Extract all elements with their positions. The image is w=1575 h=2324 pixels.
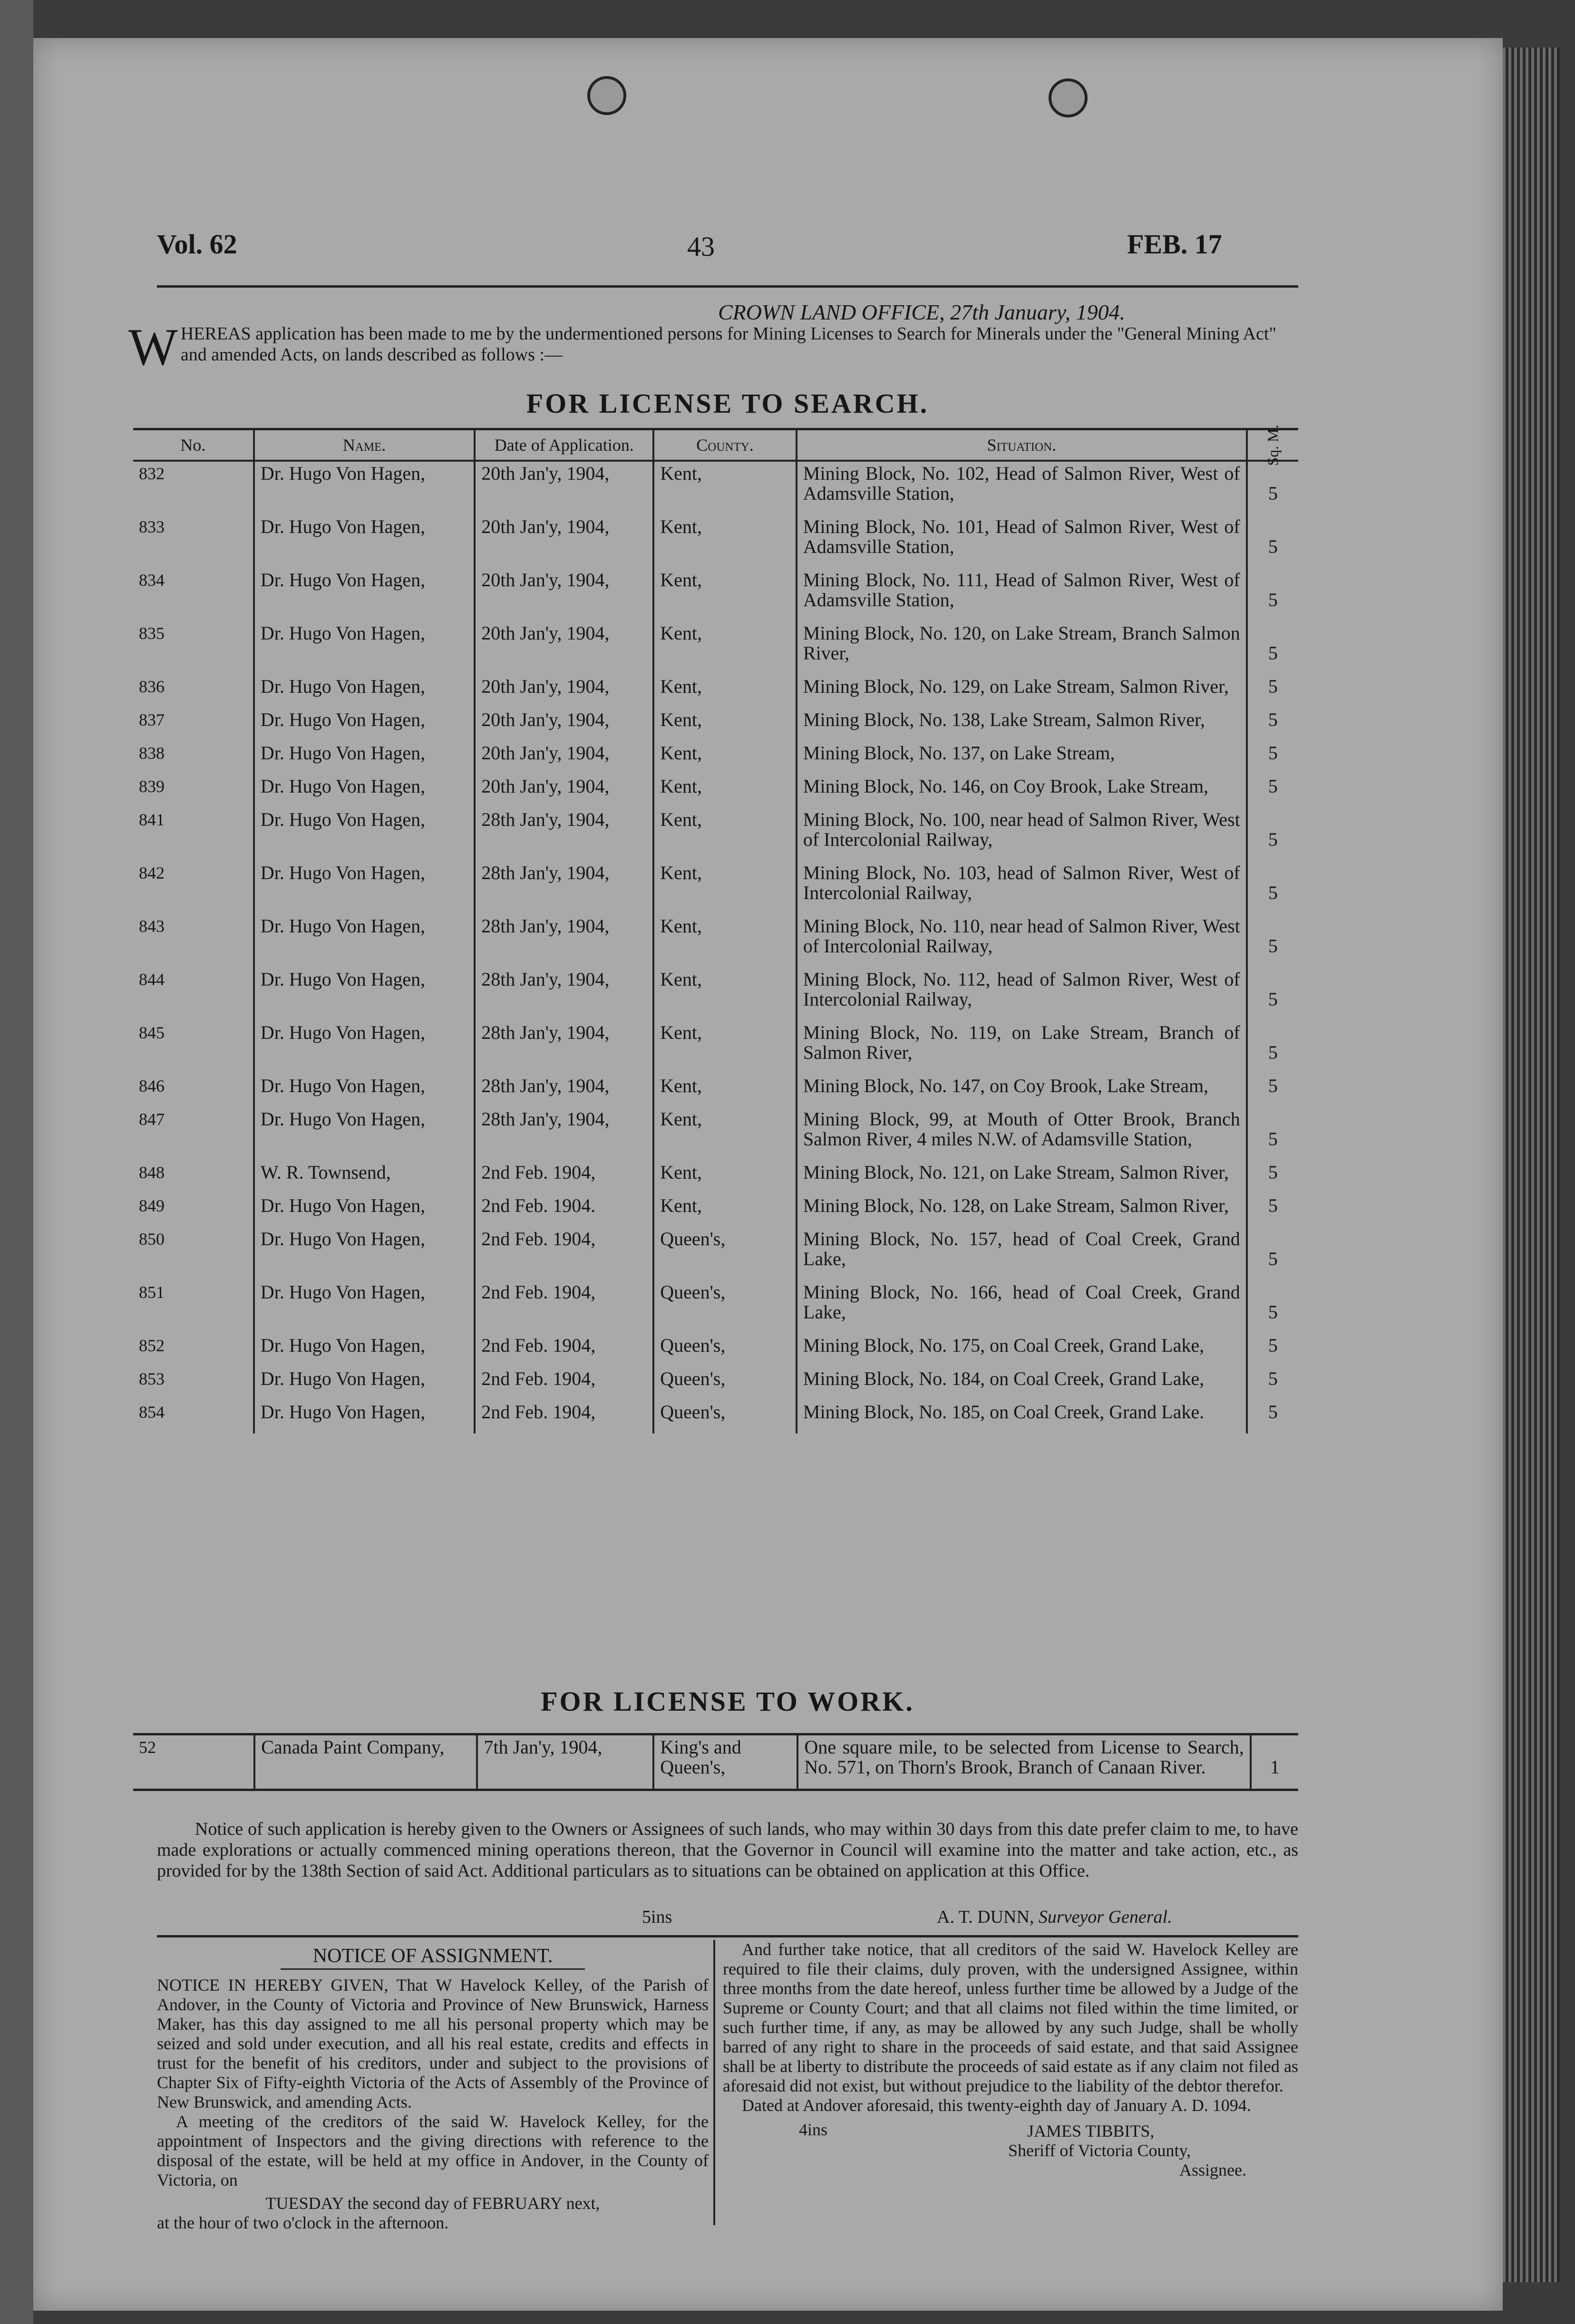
assignment-title: NOTICE OF ASSIGNMENT.: [312, 1945, 553, 1967]
square-miles: 5: [1247, 1280, 1298, 1334]
application-date: 28th Jan'y, 1904,: [475, 1074, 653, 1107]
situation: Mining Block, No. 103, head of Salmon River, West of Intercolonial Railway,: [797, 861, 1247, 914]
table-row: [133, 515, 1298, 568]
assignment-ins: 4ins: [799, 2120, 828, 2139]
table-row: [133, 1367, 1298, 1400]
square-miles: 5: [1247, 568, 1298, 621]
county: Kent,: [653, 1161, 797, 1194]
square-miles: 5: [1247, 1021, 1298, 1074]
intro-text: HEREAS application has been made to me by the undermentioned persons for Mining Licenses to Search for Minerals under the "General Mining Act" and amended Acts, on lands described as follows :—: [180, 324, 1276, 365]
situation: Mining Block, 99, at Mouth of Otter Brook, Branch Salmon River, 4 miles N.W. of Adamsville Station,: [797, 1107, 1247, 1161]
square-miles: 5: [1247, 515, 1298, 568]
col-name-header: Name.: [254, 430, 475, 461]
col-county-header: County.: [653, 430, 797, 461]
square-miles: 5: [1247, 1194, 1298, 1227]
applicant-name: Dr. Hugo Von Hagen,: [254, 461, 475, 515]
application-date: 20th Jan'y, 1904,: [475, 708, 653, 741]
table-row: [133, 808, 1298, 861]
entry-number: 846: [139, 1076, 165, 1095]
table-row: [133, 861, 1298, 914]
situation: Mining Block, No. 111, Head of Salmon River, West of Adamsville Station,: [797, 568, 1247, 621]
situation: Mining Block, No. 120, on Lake Stream, Branch Salmon River,: [797, 621, 1247, 675]
situation: One square mile, to be selected from License to Search, No. 571, on Thorn's Brook, Branch of Canaan River.: [797, 1734, 1250, 1790]
application-date: 20th Jan'y, 1904,: [475, 568, 653, 621]
table-row: [133, 914, 1298, 968]
application-date: 28th Jan'y, 1904,: [475, 808, 653, 861]
entry-number: 833: [139, 517, 165, 536]
entry-number: 848: [139, 1163, 165, 1182]
applicant-name: Dr. Hugo Von Hagen,: [254, 1400, 475, 1433]
applicant-name: Dr. Hugo Von Hagen,: [254, 1280, 475, 1334]
document-page: [33, 38, 1503, 2311]
application-date: 28th Jan'y, 1904,: [475, 861, 653, 914]
applicant-name: Canada Paint Company,: [254, 1734, 477, 1790]
situation: Mining Block, No. 146, on Coy Brook, Lake Stream,: [797, 775, 1247, 808]
square-miles: 5: [1247, 741, 1298, 775]
table-row: [133, 461, 1298, 515]
application-date: 28th Jan'y, 1904,: [475, 1107, 653, 1161]
entry-number: 844: [139, 970, 165, 989]
application-date: 7th Jan'y, 1904,: [477, 1734, 653, 1790]
county: Kent,: [653, 621, 797, 675]
notice-ins: 5ins: [642, 1907, 672, 1927]
notice-rule: [157, 1935, 1298, 1937]
square-miles: 5: [1247, 1227, 1298, 1280]
header-rule: [157, 285, 1298, 288]
county: Queen's,: [653, 1334, 797, 1367]
county: Kent,: [653, 515, 797, 568]
application-date: 2nd Feb. 1904,: [475, 1280, 653, 1334]
county: Kent,: [653, 1107, 797, 1161]
applicant-name: Dr. Hugo Von Hagen,: [254, 741, 475, 775]
situation: Mining Block, No. 112, head of Salmon River, West of Intercolonial Railway,: [797, 968, 1247, 1021]
county: Kent,: [653, 1194, 797, 1227]
applicant-name: Dr. Hugo Von Hagen,: [254, 675, 475, 708]
issue-date: FEB. 17: [1127, 229, 1222, 260]
county: Kent,: [653, 861, 797, 914]
work-section-title: FOR LICENSE TO WORK.: [541, 1686, 914, 1717]
table-row: [133, 621, 1298, 675]
entry-number: 839: [139, 777, 165, 796]
entry-number: 52: [139, 1738, 156, 1757]
county: Kent,: [653, 808, 797, 861]
entry-number: 832: [139, 464, 165, 483]
applicant-name: Dr. Hugo Von Hagen,: [254, 1107, 475, 1161]
square-miles: 5: [1247, 1074, 1298, 1107]
table-header-row: [133, 430, 1298, 461]
square-miles: 5: [1247, 1161, 1298, 1194]
situation: Mining Block, No. 138, Lake Stream, Salmon River,: [797, 708, 1247, 741]
county: Queen's,: [653, 1400, 797, 1433]
square-miles: 5: [1247, 1334, 1298, 1367]
assignment-left-p2: A meeting of the creditors of the said W. Havelock Kelley, for the appointment of Inspectors and the giving directions with reference to the disposal of the estate, will be held at my office in Andover, in the County of Victoria, on: [157, 2112, 709, 2189]
square-miles: 1: [1251, 1734, 1298, 1790]
square-miles: 5: [1247, 621, 1298, 675]
col-situation-header: Situation.: [797, 430, 1247, 461]
situation: Mining Block, No. 137, on Lake Stream,: [797, 741, 1247, 775]
situation: Mining Block, No. 102, Head of Salmon River, West of Adamsville Station,: [797, 461, 1247, 515]
application-date: 2nd Feb. 1904,: [475, 1367, 653, 1400]
table-row: [133, 1107, 1298, 1161]
col-sq-header: [1247, 424, 1298, 466]
applicant-name: Dr. Hugo Von Hagen,: [254, 1367, 475, 1400]
table-row: [133, 968, 1298, 1021]
application-date: 20th Jan'y, 1904,: [475, 775, 653, 808]
applicant-name: Dr. Hugo Von Hagen,: [254, 1227, 475, 1280]
search-table-body: [133, 461, 1298, 1433]
situation: Mining Block, No. 157, head of Coal Creek, Grand Lake,: [797, 1227, 1247, 1280]
table-row: [133, 675, 1298, 708]
application-date: 2nd Feb. 1904,: [475, 1227, 653, 1280]
situation: Mining Block, No. 185, on Coal Creek, Grand Lake.: [797, 1400, 1247, 1433]
situation: Mining Block, No. 184, on Coal Creek, Grand Lake,: [797, 1367, 1247, 1400]
entry-number: 853: [139, 1369, 165, 1388]
county: Kent,: [653, 741, 797, 775]
surveyor-signature: [937, 1907, 1172, 1927]
volume-label: Vol. 62: [157, 229, 237, 260]
county: Kent,: [653, 775, 797, 808]
applicant-name: Dr. Hugo Von Hagen,: [254, 1074, 475, 1107]
situation: Mining Block, No. 119, on Lake Stream, Branch of Salmon River,: [797, 1021, 1247, 1074]
county: Queen's,: [653, 1227, 797, 1280]
county: Kent,: [653, 675, 797, 708]
assignment-right-p1: And further take notice, that all creditors of the said W. Havelock Kelley are required to file their claims, duly proven, with the undersigned Assignee, within three months from the date hereof, unless further time be allowed by a Judge of the Supreme or County Court; and that all claims not filed within the time limited, or such further time, if any, as may be allowed by any such Judge, shall be wholly barred of any right to share in the proceeds of said estate, and that said Assignee shall be at liberty to distribute the proceeds of said estate as if any claim not filed as aforesaid did not exist, but without prejudice to the liability of the debtor therefor.: [723, 1940, 1298, 2095]
table-row: [133, 1334, 1298, 1367]
entry-number: 850: [139, 1230, 165, 1249]
situation: Mining Block, No. 121, on Lake Stream, Salmon River,: [797, 1161, 1247, 1194]
applicant-name: Dr. Hugo Von Hagen,: [254, 968, 475, 1021]
col-date-header: Date of Application.: [475, 430, 653, 461]
applicant-name: Dr. Hugo Von Hagen,: [254, 808, 475, 861]
square-miles: 5: [1247, 1367, 1298, 1400]
county: Kent,: [653, 568, 797, 621]
applicant-name: Dr. Hugo Von Hagen,: [254, 621, 475, 675]
square-miles: 5: [1247, 1400, 1298, 1433]
application-date: 20th Jan'y, 1904,: [475, 621, 653, 675]
situation: Mining Block, No. 128, on Lake Stream, Salmon River,: [797, 1194, 1247, 1227]
entry-number: 837: [139, 710, 165, 729]
applicant-name: Dr. Hugo Von Hagen,: [254, 775, 475, 808]
page-number: 43: [687, 231, 715, 262]
application-date: 20th Jan'y, 1904,: [475, 461, 653, 515]
table-row: [133, 1074, 1298, 1107]
application-date: 2nd Feb. 1904,: [475, 1400, 653, 1433]
application-date: 20th Jan'y, 1904,: [475, 741, 653, 775]
assignment-sig-title: Sheriff of Victoria County,: [1008, 2141, 1191, 2160]
table-row: [133, 568, 1298, 621]
square-miles: 5: [1247, 1107, 1298, 1161]
drop-cap: W: [128, 318, 178, 376]
entry-number: 847: [139, 1110, 165, 1129]
situation: Mining Block, No. 110, near head of Salmon River, West of Intercolonial Railway,: [797, 914, 1247, 968]
assignment-right-p2: Dated at Andover aforesaid, this twenty-eighth day of January A. D. 1094.: [742, 2096, 1251, 2115]
application-date: 2nd Feb. 1904.: [475, 1194, 653, 1227]
applicant-name: Dr. Hugo Von Hagen,: [254, 861, 475, 914]
table-row: [133, 741, 1298, 775]
county: Kent,: [653, 461, 797, 515]
crown-land-office-dateline: CROWN LAND OFFICE, 27th January, 1904.: [718, 300, 1126, 324]
column-divider: [713, 1940, 715, 2225]
county: Kent,: [653, 968, 797, 1021]
col-sq-header-text: Sq. M.: [1264, 424, 1282, 466]
square-miles: 5: [1247, 914, 1298, 968]
entry-number: 838: [139, 744, 165, 763]
square-miles: 5: [1247, 675, 1298, 708]
punch-hole-left: [587, 76, 626, 115]
entry-number: 854: [139, 1403, 165, 1422]
assignment-title-rule: [281, 1968, 585, 1970]
assignment-sig-name: JAMES TIBBITS,: [1027, 2121, 1155, 2140]
square-miles: 5: [1247, 861, 1298, 914]
application-date: 2nd Feb. 1904,: [475, 1334, 653, 1367]
entry-number: 835: [139, 624, 165, 643]
situation: Mining Block, No. 101, Head of Salmon River, West of Adamsville Station,: [797, 515, 1247, 568]
binding-spine: [0, 0, 33, 2324]
assignment-right-column: [723, 1940, 1298, 2180]
square-miles: 5: [1247, 461, 1298, 515]
page-edges: [1503, 48, 1560, 2282]
table-row: [133, 1021, 1298, 1074]
county: Kent,: [653, 708, 797, 741]
applicant-name: Dr. Hugo Von Hagen,: [254, 1021, 475, 1074]
entry-number: 836: [139, 677, 165, 696]
county: King's and Queen's,: [653, 1734, 797, 1790]
square-miles: 5: [1247, 968, 1298, 1021]
applicant-name: Dr. Hugo Von Hagen,: [254, 708, 475, 741]
situation: Mining Block, No. 147, on Coy Brook, Lake Stream,: [797, 1074, 1247, 1107]
county: Kent,: [653, 1074, 797, 1107]
entry-number: 834: [139, 571, 165, 590]
surveyor-name: A. T. DUNN,: [937, 1907, 1034, 1927]
search-license-table: [133, 424, 1298, 1433]
table-row: [133, 1280, 1298, 1334]
work-table-row: [133, 1734, 1298, 1790]
situation: Mining Block, No. 129, on Lake Stream, Salmon River,: [797, 675, 1247, 708]
punch-hole-right: [1049, 78, 1088, 117]
applicant-name: Dr. Hugo Von Hagen,: [254, 1194, 475, 1227]
application-date: 28th Jan'y, 1904,: [475, 914, 653, 968]
entry-number: 845: [139, 1023, 165, 1042]
surveyor-title: Surveyor General.: [1038, 1907, 1172, 1927]
table-row: [133, 1400, 1298, 1433]
situation: Mining Block, No. 100, near head of Salmon River, West of Intercolonial Railway,: [797, 808, 1247, 861]
applicant-name: Dr. Hugo Von Hagen,: [254, 568, 475, 621]
assignment-left-column: [157, 1975, 709, 2233]
county: Kent,: [653, 1021, 797, 1074]
application-date: 20th Jan'y, 1904,: [475, 675, 653, 708]
assignment-left-p4: at the hour of two o'clock in the afternoon.: [157, 2213, 449, 2232]
entry-number: 841: [139, 810, 165, 829]
assignment-left-p3: TUESDAY the second day of FEBRUARY next,: [265, 2194, 600, 2213]
intro-paragraph: [128, 318, 1298, 395]
square-miles: 5: [1247, 808, 1298, 861]
notice-paragraph: Notice of such application is hereby given to the Owners or Assignees of such lands, who may within 30 days from this date prefer claim to me, to have made explorations or actually commenced mining operations thereon, that the Governor in Council will examine into the matter and take action, etc., as provided for by the 138th Section of said Act. Additional particulars as to situations can be obtained on application at this Office.: [157, 1819, 1298, 1881]
entry-number: 842: [139, 863, 165, 882]
applicant-name: Dr. Hugo Von Hagen,: [254, 515, 475, 568]
table-row: [133, 708, 1298, 741]
search-section-title: FOR LICENSE TO SEARCH.: [526, 388, 929, 419]
table-row: [133, 1161, 1298, 1194]
square-miles: 5: [1247, 775, 1298, 808]
assignment-sig-role: Assignee.: [1179, 2160, 1246, 2179]
county: Queen's,: [653, 1280, 797, 1334]
work-table-body: [133, 1734, 1298, 1790]
application-date: 2nd Feb. 1904,: [475, 1161, 653, 1194]
col-no-header: No.: [133, 430, 254, 461]
table-row: [133, 775, 1298, 808]
table-row: [133, 1194, 1298, 1227]
applicant-name: W. R. Townsend,: [254, 1161, 475, 1194]
application-date: 28th Jan'y, 1904,: [475, 968, 653, 1021]
table-row: [133, 1227, 1298, 1280]
situation: Mining Block, No. 175, on Coal Creek, Grand Lake,: [797, 1334, 1247, 1367]
entry-number: 851: [139, 1283, 165, 1302]
county: Kent,: [653, 914, 797, 968]
square-miles: 5: [1247, 708, 1298, 741]
entry-number: 852: [139, 1336, 165, 1355]
applicant-name: Dr. Hugo Von Hagen,: [254, 1334, 475, 1367]
work-license-table: [133, 1733, 1298, 1791]
entry-number: 843: [139, 917, 165, 936]
application-date: 20th Jan'y, 1904,: [475, 515, 653, 568]
application-date: 28th Jan'y, 1904,: [475, 1021, 653, 1074]
applicant-name: Dr. Hugo Von Hagen,: [254, 914, 475, 968]
county: Queen's,: [653, 1367, 797, 1400]
entry-number: 849: [139, 1196, 165, 1215]
assignment-left-p1: NOTICE IN HEREBY GIVEN, That W Havelock Kelley, of the Parish of Andover, in the County of Victoria and Province of New Brunswick, Harness Maker, has this day assigned to me all his personal property which may be seized and sold under execution, and all his real estate, credits and effects in trust for the benefit of his creditors, under and subject to the provisions of Chapter Six of Fifty-eighth Victoria of the Acts of Assembly of the Province of New Brunswick, and amending Acts.: [157, 1975, 709, 2111]
situation: Mining Block, No. 166, head of Coal Creek, Grand Lake,: [797, 1280, 1247, 1334]
